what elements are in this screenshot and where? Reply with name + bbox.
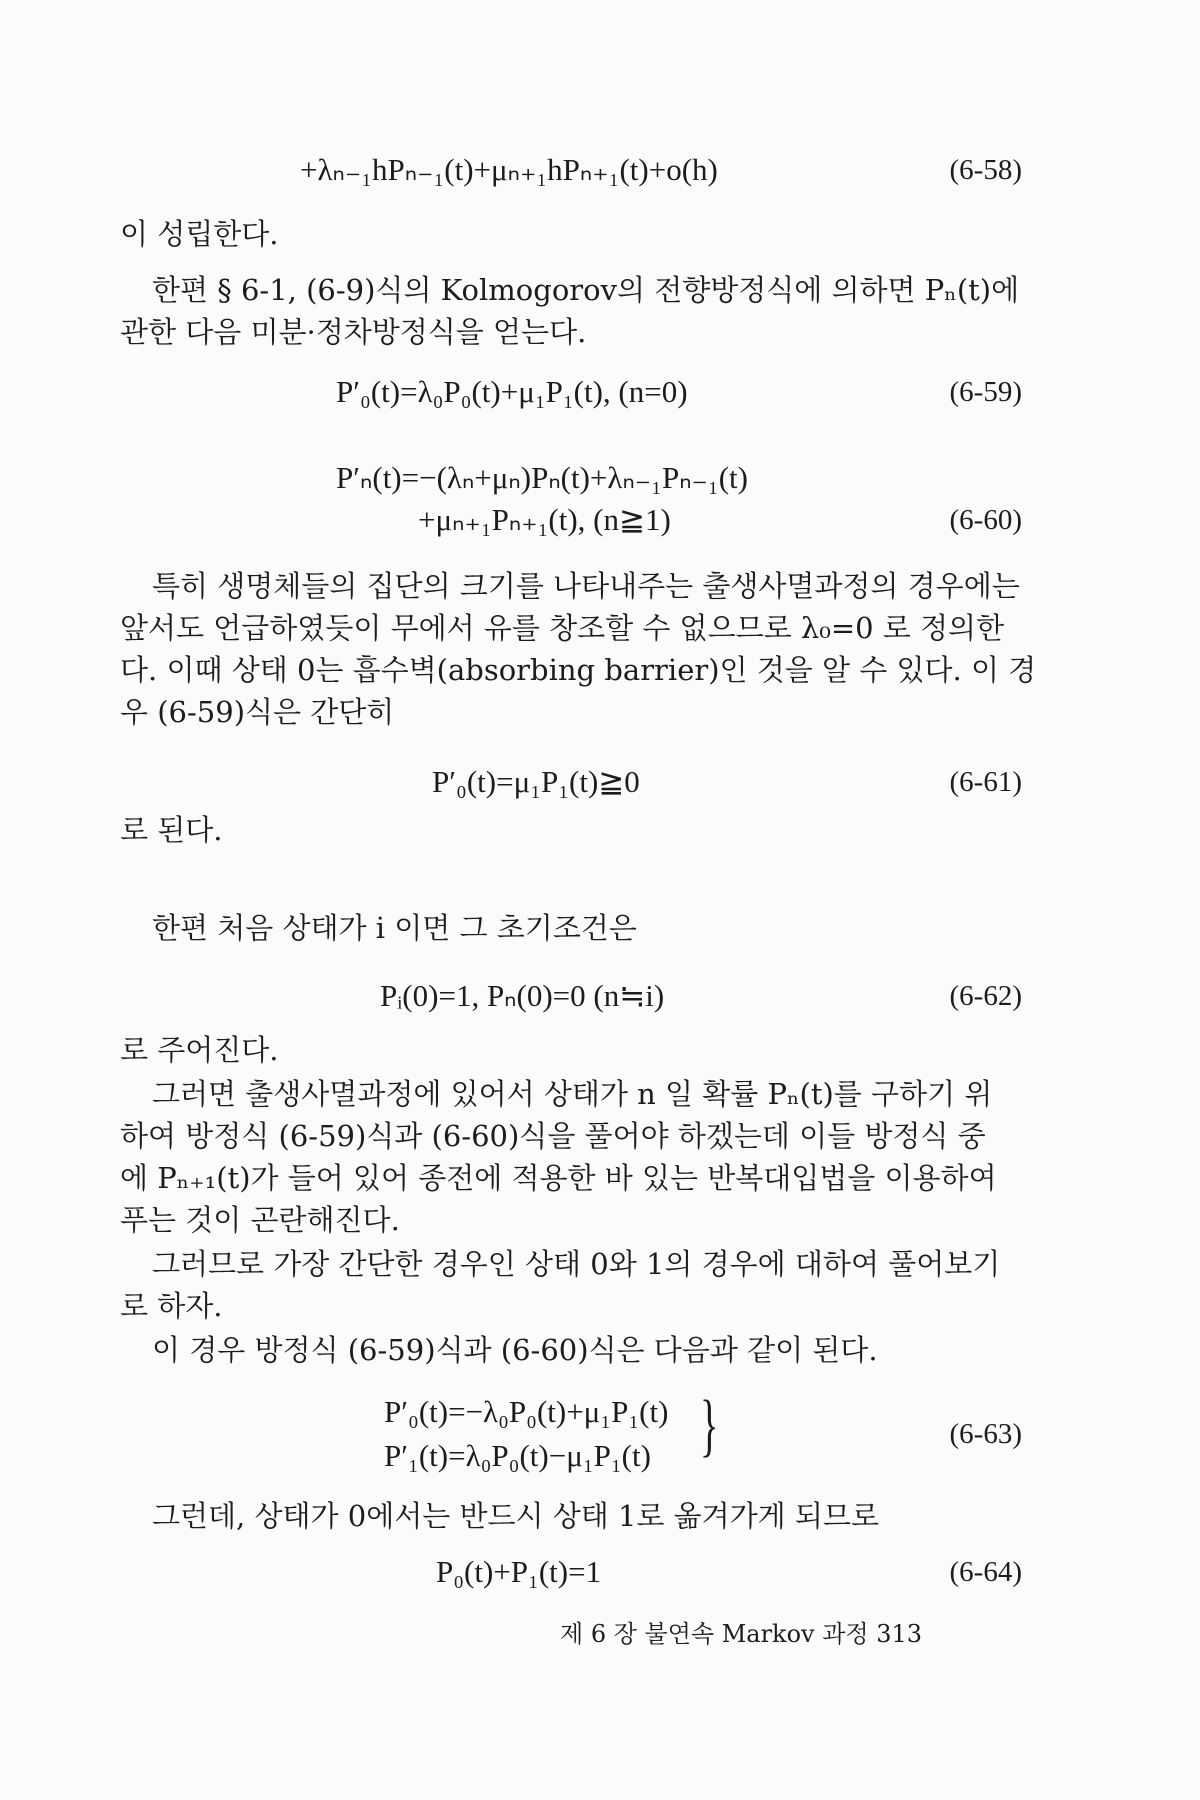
equation-6-58: +λₙ₋₁hPₙ₋₁(t)+μₙ₊₁hPₙ₊₁(t)+o(h) [300,152,718,187]
paragraph-line: 특히 생명체들의 집단의 크기를 나타내주는 출생사멸과정의 경우에는 [152,569,1020,603]
equation-number: (6-64) [949,1556,1022,1588]
equation-6-60-line1: P′ₙ(t)=−(λₙ+μₙ)Pₙ(t)+λₙ₋₁Pₙ₋₁(t) [336,460,748,495]
page-footer: 제 6 장 불연속 Markov 과정 313 [560,1620,923,1648]
equation-number: (6-58) [949,154,1022,186]
paragraph-line: 다. 이때 상태 0는 흡수벽(absorbing barrier)인 것을 알 수 있다. 이 경 [120,653,1037,687]
equation-number: (6-59) [949,376,1022,408]
paragraph-line: 관한 다음 미분·정차방정식을 얻는다. [120,315,587,349]
equation-6-61: P′₀(t)=μ₁P₁(t)≧0 [432,764,640,799]
equation-6-60-line2: +μₙ₊₁Pₙ₊₁(t), (n≧1) [418,502,671,537]
paragraph-line: 하여 방정식 (6-59)식과 (6-60)식을 풀어야 하겠는데 이들 방정식 중 [120,1119,986,1153]
paragraph-line: 로 하자. [120,1289,223,1323]
equation-6-63-line2: P′₁(t)=λ₀P₀(t)−μ₁P₁(t) [384,1438,651,1473]
paragraph-line: 그러므로 가장 간단한 경우인 상태 0와 1의 경우에 대하여 풀어보기 [152,1247,1001,1281]
equation-6-64: P₀(t)+P₁(t)=1 [436,1554,602,1589]
paragraph-line: 푸는 것이 곤란해진다. [120,1203,400,1237]
equation-number: (6-60) [949,504,1022,536]
paragraph-line: 이 경우 방정식 (6-59)식과 (6-60)식은 다음과 같이 된다. [152,1333,878,1367]
paragraph-line: 로 주어진다. [120,1033,279,1067]
paragraph-line: 그런데, 상태가 0에서는 반드시 상태 1로 옮겨가게 되므로 [152,1499,879,1533]
paragraph-line: 우 (6-59)식은 간단히 [120,695,395,729]
paragraph-line: 이 성립한다. [120,217,279,251]
paragraph-line: 앞서도 언급하였듯이 무에서 유를 창조할 수 없으므로 λ₀=0 로 정의한 [120,611,1005,645]
equation-6-62: Pᵢ(0)=1, Pₙ(0)=0 (n≒i) [380,978,665,1013]
equation-6-63-line1: P′₀(t)=−λ₀P₀(t)+μ₁P₁(t) [384,1394,669,1429]
equation-number: (6-61) [949,766,1022,798]
paragraph-line: 로 된다. [120,813,223,847]
brace: } [700,1387,719,1464]
paragraph-line: 그러면 출생사멸과정에 있어서 상태가 n 일 확률 Pₙ(t)를 구하기 위 [152,1077,993,1111]
equation-6-59: P′₀(t)=λ₀P₀(t)+μ₁P₁(t), (n=0) [336,374,688,409]
paragraph-line: 한편 처음 상태가 i 이면 그 초기조건은 [152,911,637,945]
paragraph-line: 한편 § 6-1, (6-9)식의 Kolmogorov의 전향방정식에 의하면 Pₙ(t)에 [152,273,1020,307]
equation-number: (6-62) [949,980,1022,1012]
paragraph-line: 에 Pₙ₊₁(t)가 들어 있어 종전에 적용한 바 있는 반복대입법을 이용하여 [120,1161,997,1195]
equation-number: (6-63) [949,1418,1022,1450]
